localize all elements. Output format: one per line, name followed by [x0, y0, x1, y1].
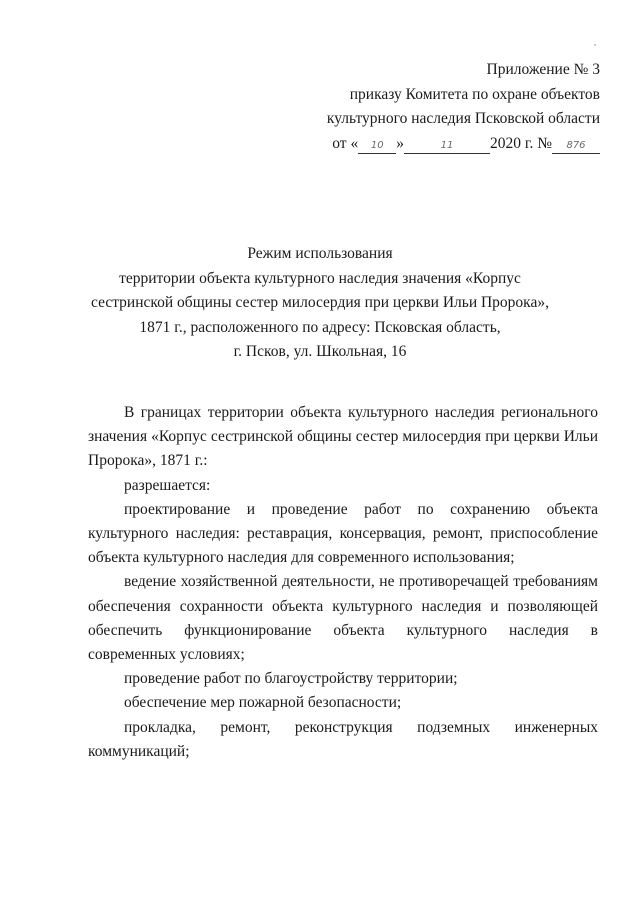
date-quote-close: » — [396, 134, 404, 152]
title-line-3: сестринской общины сестер милосердия при церкви Ильи Пророка», — [91, 294, 549, 311]
paragraph-fire-safety: обеспечение мер пожарной безопасности; — [124, 694, 402, 712]
paragraph-economic-activity: ведение хозяйственной деятельности, не противоречащей требованиям обеспечения сохранности объекта культурного наследия и позволяющей обеспечить функционирование объекта культурного наследия в современных условиях; — [88, 573, 598, 664]
paragraph-design-works: проектирование и проведение работ по сохранению объекта культурного наследия: реставрация, консервация, ремонт, приспособление объекта культурного наследия для современного использования; — [88, 500, 598, 567]
appendix-date-line — [300, 132, 600, 157]
appendix-header — [300, 58, 600, 156]
scan-speck — [594, 44, 596, 46]
title-line-2: территории объекта культурного наследия значения «Корпус — [119, 269, 521, 287]
paragraph-intro: В границах территории объекта культурного наследия регионального значения «Корпус сестринской общины сестер милосердия при церкви Ильи Пророка», 1871 г.: — [88, 404, 598, 470]
date-prefix: от « — [332, 134, 359, 152]
document-body — [88, 401, 598, 764]
document-title — [80, 242, 560, 365]
appendix-number: Приложение № 3 — [486, 61, 600, 78]
appendix-committee: культурного наследия Псковской области — [326, 110, 600, 127]
date-year: 2020 г. № — [489, 134, 552, 152]
title-line-5: г. Псков, ул. Школьная, 16 — [233, 343, 407, 360]
paragraph-landscaping: проведение работ по благоустройству территории; — [124, 670, 458, 688]
title-line-1: Режим использования — [247, 245, 393, 262]
paragraph-utilities: прокладка, ремонт, реконструкция подземных инженерных коммуникаций; — [88, 718, 598, 760]
paragraph-allowed-heading: разрешается: — [124, 476, 211, 494]
appendix-order: приказу Комитета по охране объектов — [349, 85, 600, 103]
handwritten-month: 11 — [404, 139, 490, 154]
handwritten-order-number: 876 — [552, 139, 600, 154]
title-line-4: 1871 г., расположенного по адресу: Псковская область, — [139, 318, 501, 336]
handwritten-day: 10 — [358, 139, 396, 154]
